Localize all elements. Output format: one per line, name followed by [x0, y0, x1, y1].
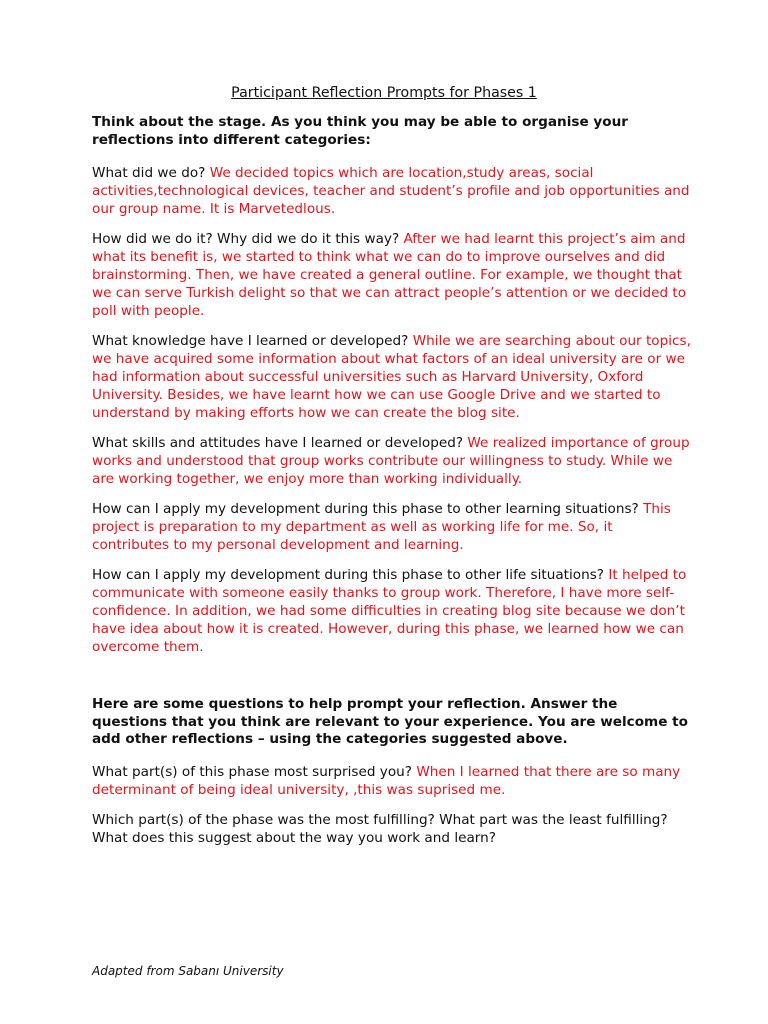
question-text: Which part(s) of the phase was the most fulfilling? What part was the least fulfilling? What does this suggest about the way you work and learn?: [92, 811, 668, 846]
question-text: What did we do?: [92, 165, 206, 181]
answer-text: We decided topics which are location,study areas, social activities,technological devices, teacher and student’s profile and job opportunities and our group name. It is Marvetedlous.: [92, 165, 690, 217]
qa-item-how-did-we-do-it: [92, 230, 692, 320]
question-text: What skills and attitudes have I learned or developed?: [92, 435, 464, 451]
qa-item-surprised: [92, 763, 692, 799]
qa-item-life-situations: [92, 566, 692, 656]
answer-text: When I learned that there are so many determinant of being ideal university, ,this was suprised me.: [92, 763, 681, 798]
qa-item-fulfilling: [92, 811, 692, 847]
page-title: Participant Reflection Prompts for Phases 1: [231, 85, 537, 101]
question-text: How can I apply my development during this phase to other learning situations?: [92, 501, 639, 517]
question-text: How can I apply my development during this phase to other life situations?: [92, 567, 605, 583]
qa-item-learning-situations: [92, 500, 692, 554]
section2-heading: Here are some questions to help prompt your reflection. Answer the questions that you think are relevant to your experience. You are welcome to add other reflections – using the categories suggested above.: [92, 696, 688, 747]
answer-text: After we had learnt this project’s aim and what its benefit is, we started to think what we can do to improve ourselves and did brainstorming. Then, we have created a general outline. For example, we thought that we can serve Turkish delight so that we can attract people’s attention or we decided to poll with people.: [92, 231, 687, 319]
answer-text: While we are searching about our topics, we have acquired some information about what factors of an ideal university are or we had information about successful universities such as Harvard University, Oxford University. Besides, we have learnt how we can use Google Drive and we started to understand by making efforts how we can create the blog site.: [92, 333, 691, 421]
section1-heading: Think about the stage. As you think you may be able to organise your reflections into different categories:: [92, 114, 628, 148]
qa-item-what-did-we-do: [92, 164, 692, 218]
answer-text: We realized importance of group works and understood that group works contribute our willingness to study. While we are working together, we enjoy more than working individually.: [92, 435, 690, 487]
answer-text: This project is preparation to my department as well as working life for me. So, it contributes to my personal development and learning.: [92, 501, 671, 553]
document-body: [92, 114, 692, 847]
footer-attribution: Adapted from Sabanı University: [92, 964, 284, 978]
qa-item-knowledge: [92, 332, 692, 422]
qa-item-skills: [92, 434, 692, 488]
answer-text: It helped to communicate with someone easily thanks to group work. Therefore, I have more self- confidence. In addition, we had some difficulties in creating blog site because we don’t have idea about how it is created. However, during this phase, we learned how we can overcome them.: [92, 567, 687, 655]
question-text: How did we do it? Why did we do it this way?: [92, 231, 400, 247]
question-text: What knowledge have I learned or developed?: [92, 333, 409, 349]
question-text: What part(s) of this phase most surprised you?: [92, 763, 412, 780]
